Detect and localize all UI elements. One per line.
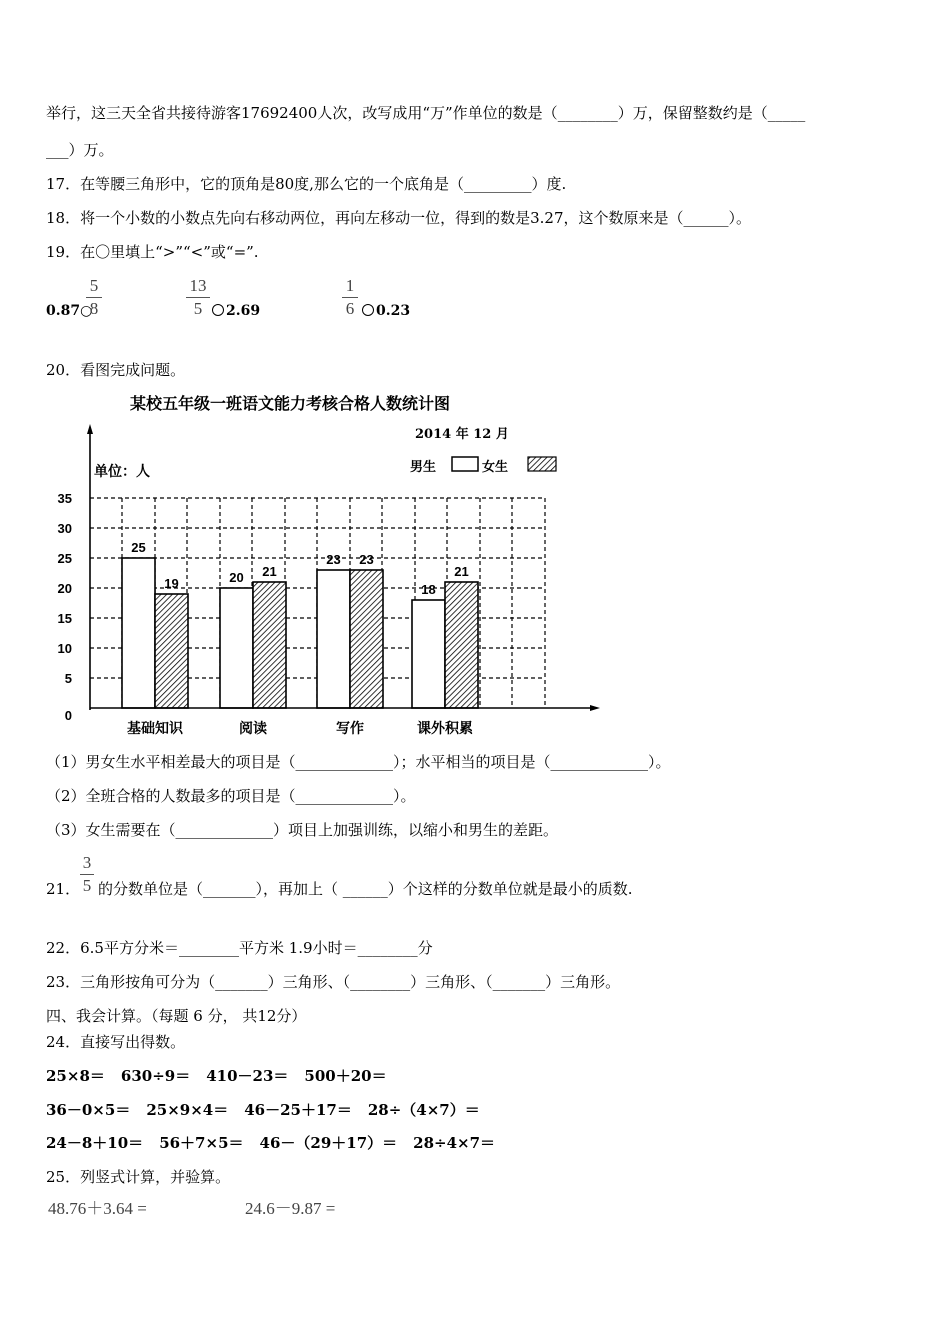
- calc-item: 25×9×4＝: [146, 1101, 229, 1119]
- q19-fraction-2: [186, 276, 210, 319]
- bar-girls: [445, 582, 478, 708]
- y-tick-label: 20: [57, 581, 72, 596]
- bar-value-label: 19: [164, 576, 179, 591]
- legend-swatch-boys: [452, 457, 478, 471]
- bar-value-label: 21: [454, 564, 469, 579]
- q25-expr-2: 24.6－9.87 =: [245, 1199, 336, 1218]
- q23-text: 23．三角形按角可分为（_______）三角形、（________）三角形、（_______）三角形。: [46, 973, 621, 991]
- q18-text: 18．将一个小数的小数点先向右移动两位，再向左移动一位，得到的数是3.27，这个数原来是（______）。: [46, 209, 751, 227]
- section-4-heading: 四、我会计算。（每题 6 分， 共12分）: [46, 1007, 307, 1025]
- y-axis-arrow-icon: [87, 424, 93, 434]
- bar-girls: [155, 594, 188, 708]
- bar-chart: [50, 388, 610, 740]
- q22-text: 22．6.5平方分米＝________平方米 1.9小时＝________分: [46, 939, 433, 957]
- q24-row-2: [46, 1100, 496, 1120]
- bar-boys: [412, 600, 445, 708]
- fraction-numerator: 5: [89, 276, 99, 295]
- q19-item3-right: 0.23: [376, 303, 411, 319]
- calc-item: 25×8＝: [46, 1067, 105, 1085]
- calc-item: 24－8＋10＝: [46, 1134, 144, 1152]
- calc-item: 36－0×5＝: [46, 1101, 131, 1119]
- calc-item: 28÷（4×7）＝: [367, 1101, 480, 1119]
- calc-item: 410－23＝: [206, 1067, 289, 1085]
- q20-sub1: （1）男女生水平相差最大的项目是（_____________）；水平相当的项目是（_____________）。: [46, 753, 671, 771]
- calc-item: 500＋20＝: [304, 1067, 387, 1085]
- chart-title: 某校五年级一班语文能力考核合格人数统计图: [130, 394, 451, 413]
- q19-item2: [212, 301, 260, 321]
- q20-sub3: （3）女生需要在（_____________）项目上加强训练，以缩小和男生的差距。: [46, 821, 559, 839]
- q17-text: 17．在等腰三角形中，它的顶角是80度,那么它的一个底角是（_________）度.: [46, 175, 567, 193]
- fraction-numerator: 3: [82, 853, 92, 872]
- calc-item: 56＋7×5＝: [159, 1134, 244, 1152]
- fraction-numerator: 1: [345, 276, 355, 295]
- chart-subtitle: 2014 年 12 月: [415, 427, 509, 442]
- calc-item: 46－25＋17＝: [244, 1101, 352, 1119]
- q21-fraction: [80, 853, 94, 896]
- fraction-denominator: 5: [82, 876, 92, 895]
- q25-expr-1: 48.76＋3.64 =: [48, 1199, 147, 1218]
- compare-circle[interactable]: [362, 304, 374, 316]
- x-axis-arrow-icon: [590, 705, 600, 711]
- q19-title: 19．在〇里填上“>”“<”或“=”.: [46, 243, 259, 261]
- fraction-denominator: 6: [345, 299, 355, 318]
- y-tick-label: 10: [57, 641, 72, 656]
- bar-value-label: 23: [359, 552, 374, 567]
- q21-prefix: 21．: [46, 880, 81, 898]
- legend-label-girls: 女生: [482, 460, 509, 475]
- calc-item: 630÷9＝: [120, 1067, 191, 1085]
- y-tick-label: 0: [64, 708, 72, 723]
- category-label: 阅读: [239, 721, 267, 737]
- y-tick-label: 30: [57, 521, 72, 536]
- bar-value-label: 20: [229, 570, 244, 585]
- q24-row-3: [46, 1133, 511, 1153]
- legend-swatch-girls: [528, 457, 556, 471]
- y-tick-label: 5: [64, 671, 72, 686]
- legend-label-boys: 男生: [410, 460, 437, 475]
- q19-fraction-3: [342, 276, 358, 319]
- q25-title: 25．列竖式计算，并验算。: [46, 1168, 231, 1186]
- y-tick-label: 15: [57, 611, 72, 626]
- q20-sub2: （2）全班合格的人数最多的项目是（_____________）。: [46, 787, 416, 805]
- fraction-numerator: 13: [189, 276, 207, 295]
- y-tick-label: 25: [57, 551, 72, 566]
- calc-item: 28÷4×7＝: [413, 1134, 496, 1152]
- category-label: 课外积累: [417, 721, 473, 737]
- q16-line2: ___）万。: [46, 141, 114, 159]
- bar-boys: [220, 588, 253, 708]
- q24-row-1: [46, 1066, 403, 1086]
- q19-item1-left: 0.87○: [46, 303, 93, 319]
- fraction-denominator: 8: [89, 299, 99, 318]
- fraction-denominator: 5: [193, 299, 203, 318]
- calc-item: 46－（29＋17）＝: [259, 1134, 398, 1152]
- bar-value-label: 18: [421, 582, 436, 597]
- compare-circle[interactable]: [212, 304, 224, 316]
- bar-girls: [253, 582, 286, 708]
- category-label: 基础知识: [127, 721, 183, 737]
- q19-fraction-1: [86, 276, 102, 319]
- chart-ylabel: 单位：人: [94, 464, 150, 480]
- bar-value-label: 21: [262, 564, 277, 579]
- bar-boys: [317, 570, 350, 708]
- category-label: 写作: [336, 721, 364, 737]
- q21-text: 的分数单位是（_______），再加上（ ______）个这样的分数单位就是最小的质数.: [98, 880, 633, 898]
- bar-value-label: 23: [326, 552, 341, 567]
- y-tick-label: 35: [57, 491, 72, 506]
- q16-line1: 举行，这三天全省共接待游客17692400人次，改写成用“万”作单位的数是（________）万，保留整数约是（_____: [46, 104, 806, 122]
- q19-item2-right: 2.69: [226, 303, 261, 319]
- bar-girls: [350, 570, 383, 708]
- q24-title: 24．直接写出得数。: [46, 1033, 186, 1051]
- q20-title: 20．看图完成问题。: [46, 361, 186, 379]
- q19-item3: [362, 301, 410, 321]
- bar-boys: [122, 558, 155, 708]
- bar-value-label: 25: [131, 540, 146, 555]
